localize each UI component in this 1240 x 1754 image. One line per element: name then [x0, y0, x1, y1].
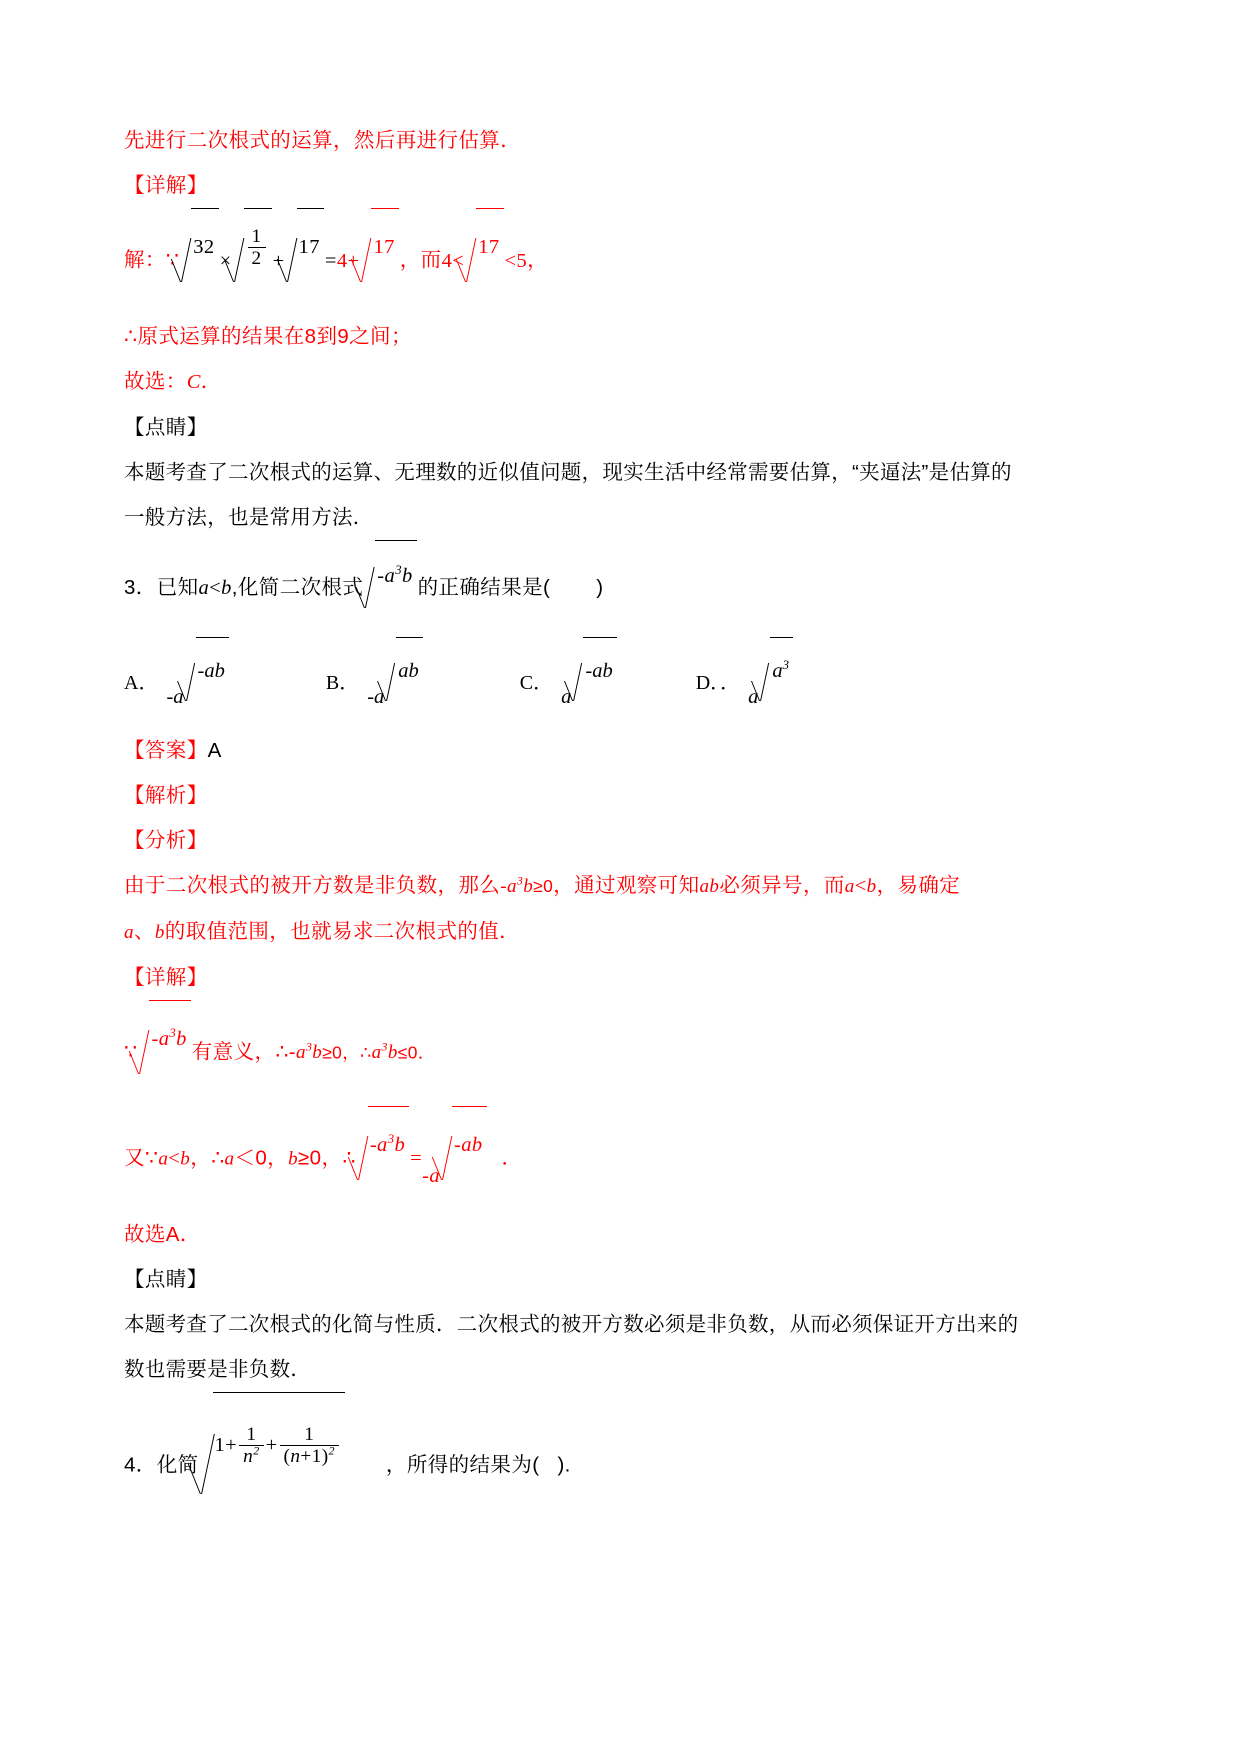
opt-c-radicand [583, 637, 616, 703]
q4-frac1-den [239, 1445, 263, 1468]
q3-detail-line1 [124, 1000, 1024, 1106]
question-3-options [124, 637, 1024, 728]
option-a-expr [166, 637, 229, 728]
analysis-tail-line: 先进行二次根式的运算，然后再进行估算． [124, 129, 522, 152]
q3-analysis-line2 [124, 909, 1024, 955]
sqrt32-radicand: 32 [191, 208, 218, 284]
q3-b-sym: b [401, 565, 413, 587]
q4-frac2-n: n [290, 1446, 301, 1468]
q3-analysis-1c: ，通过观察可知 [553, 874, 700, 897]
option-c[interactable] [520, 637, 618, 728]
q3-detail-expr-2 [372, 1042, 398, 1063]
option-d-expr [748, 637, 794, 728]
q4-number: 4．化简 [124, 1453, 199, 1477]
result-plus: + [347, 250, 360, 272]
opt-d-a: a [748, 686, 759, 708]
page-content [124, 118, 1024, 1540]
q3-an-neg: - [500, 876, 507, 897]
label-insight-q3: 【点睛】 [124, 1268, 208, 1291]
q4-frac1-n: n [243, 1446, 254, 1468]
solution-comma: ， [399, 248, 421, 272]
result-4: 4 [336, 250, 348, 272]
q4-plus-2: + [265, 1434, 278, 1456]
q3-var-b: b [221, 576, 232, 599]
solution-trailing-comma: ， [527, 248, 549, 272]
math-sqrt32 [179, 208, 219, 314]
q4-frac2-exp: 2 [328, 1443, 335, 1458]
q3-neg: - [377, 565, 385, 587]
sqrt17b-radicand: 17 [371, 208, 398, 284]
q3-radicand [375, 540, 416, 610]
q3d1y-a: a [371, 1042, 382, 1064]
option-c-label: C． [519, 671, 554, 694]
q4-frac2-one: 1 [311, 1446, 322, 1468]
q3-var-a: a [198, 576, 210, 599]
q3-analysis-1a: 由于二次根式的被开方数是非负数，那么 [124, 874, 501, 897]
label-insight-q2: 【点睛】 [124, 416, 208, 439]
solution-mid-text: 而 [420, 248, 442, 272]
opt-a-ab: ab [204, 660, 225, 682]
opt-a-neg: - [166, 686, 174, 708]
q4-frac1-exp: 2 [253, 1443, 260, 1458]
solution-formula-line [124, 208, 1024, 314]
opt-d-inner-a: a [772, 660, 783, 682]
insight-q2-line2: 一般方法，也是常用方法． [124, 506, 374, 529]
math-q4-radical [199, 1392, 346, 1540]
q3d2r-ab: ab [461, 1134, 483, 1156]
math-sqrt17-c [464, 208, 504, 314]
q3-stem-tail2: ) [596, 575, 604, 599]
q3-detail-1c: ≥0，∴ [322, 1042, 372, 1063]
q3-detail-2-b2: b [288, 1148, 299, 1170]
math-times: × [219, 250, 232, 272]
option-b-expr [367, 637, 424, 728]
q3-detail-2-a1: a [158, 1148, 169, 1170]
opt-d-exp3: 3 [782, 658, 790, 673]
math-q3-radical [363, 540, 417, 637]
lt-sign-2: < [504, 250, 517, 272]
q3d1-b: b [176, 1028, 187, 1050]
q3-detail-2-lt: < [168, 1147, 181, 1170]
label-parse-q3: 【解析】 [124, 784, 208, 807]
q4-radicand [213, 1392, 345, 1496]
conclusion-range-line: ∴原式运算的结果在8到9之间； [124, 325, 412, 348]
q3-analysis-ab: ab [699, 876, 720, 897]
q3-detail-2f: ． [501, 1146, 523, 1170]
q4-one: 1 [214, 1434, 226, 1456]
opt-b-neg: - [367, 686, 375, 708]
q3d2-exp: 3 [387, 1132, 395, 1147]
sqrt17a-radicand: 17 [297, 208, 324, 284]
q3-detail-1b: 有意义，∴- [191, 1040, 297, 1064]
q3d2r-inner-neg: - [453, 1134, 462, 1156]
option-b[interactable] [326, 637, 424, 728]
math-sqrt-half [232, 208, 273, 314]
q3-detail-1d: ≤0． [397, 1042, 436, 1063]
q3-detail-2d: ≥0，∴ [298, 1146, 356, 1170]
q3d1-exp: 3 [169, 1026, 177, 1041]
option-c-expr [561, 637, 618, 728]
choose-c-dot: ． [200, 370, 222, 393]
q3-detail-2-a2: a [224, 1148, 235, 1170]
q3-number: 3．已知 [124, 575, 199, 599]
q3-an-exp: 3 [516, 873, 524, 888]
q3-detail-2-b1: b [180, 1148, 191, 1170]
bound-upper-5: 5 [516, 250, 528, 272]
math-sqrt17-b [359, 208, 399, 314]
opt-a-inner-neg: - [197, 660, 205, 682]
half-numerator: 1 [251, 226, 262, 248]
q3-answer-label: 【答案】 [124, 739, 208, 762]
q3-detail-result [422, 1106, 487, 1212]
q3-detail-radical-1 [137, 1000, 191, 1106]
option-a[interactable] [124, 637, 230, 728]
option-d[interactable] [696, 637, 794, 728]
q3-an-b: b [523, 876, 534, 897]
sqrt17c-radicand: 17 [476, 208, 503, 284]
q3-detail-2e: = [410, 1147, 423, 1170]
question-4-stem [124, 1392, 1024, 1540]
q3-insight-line1: 本题考查了二次根式的化简与性质．二次根式的被开方数必须是非负数，从而必须保证开方出来的 [124, 1313, 1019, 1336]
opt-c-a: a [561, 686, 572, 708]
q4-paren-open: ( [283, 1446, 291, 1468]
q3-detail-line2 [124, 1106, 1024, 1212]
opt-b-a: a [374, 686, 385, 708]
bound-lower-4: 4 [441, 250, 453, 272]
choose-c-prefix: 故选： [124, 370, 187, 393]
q3d1-neg: - [151, 1028, 159, 1050]
q4-paren-close: ) [321, 1446, 329, 1468]
q3d2r-a: a [429, 1165, 440, 1187]
opt-c-ab: ab [592, 660, 613, 682]
q3d2-b: b [394, 1134, 406, 1156]
q3-detail-1a: ∵ [124, 1040, 138, 1064]
q3-analysis-2a: a [124, 922, 134, 943]
q3d1y-b: b [387, 1042, 398, 1064]
q3-analysis-sep: 、 [133, 920, 155, 943]
option-d-label: D．． [695, 671, 741, 694]
q3d1y-exp: 3 [381, 1040, 388, 1055]
q3-stem-mid: ,化简二次根式 [231, 575, 364, 599]
q3-detail-2b: ，∴ [190, 1146, 225, 1170]
q4-tail2: ). [557, 1453, 571, 1477]
q3d1x-b: b [312, 1042, 323, 1064]
q3-detail-radical-2 [356, 1106, 410, 1212]
q3-analysis-expr-1 [500, 873, 534, 897]
q3-choose-line: 故选A． [124, 1223, 201, 1246]
option-b-label: B． [325, 671, 360, 694]
q3-an-a: a [506, 876, 517, 897]
label-detail-q3: 【详解】 [124, 966, 208, 989]
insight-q2-line1: 本题考查了二次根式的运算、无理数的近似值问题，现实生活中经常需要估算，“夹逼法”是估算的 [124, 461, 1012, 484]
math-equals: = [324, 250, 337, 272]
q3d2r-neg: - [422, 1165, 430, 1187]
q4-frac-1 [239, 1424, 263, 1468]
q4-frac2-den [280, 1445, 339, 1468]
label-detail-q2: 【详解】 [124, 174, 208, 197]
q3-detail-radicand-2 [368, 1106, 409, 1182]
q3-analysis-b2: b [866, 876, 877, 897]
question-3-stem [124, 540, 1024, 637]
q3d2-neg: - [369, 1134, 378, 1156]
math-sqrt17-a [285, 208, 325, 314]
q3d1x-a: a [296, 1042, 306, 1064]
q3-a-sym: a [384, 565, 396, 587]
q4-frac1-num: 1 [246, 1424, 257, 1446]
q3-exp3: 3 [395, 563, 402, 578]
q3-stem-tail: 的正确结果是( [417, 575, 551, 599]
label-analysis-q3: 【分析】 [124, 829, 208, 852]
q3-detail-radicand-1 [149, 1000, 190, 1076]
q3-analysis-a2: a [844, 876, 855, 897]
choose-c-line [124, 359, 1024, 405]
opt-c-inner-neg: - [585, 660, 593, 682]
q3-analysis-1e: 必须异号，而 [719, 874, 845, 897]
q4-tail: ，所得的结果为( [385, 1453, 540, 1477]
q3-insight-line2: 数也需要是非负数． [124, 1358, 312, 1381]
q3-lt: < [209, 576, 222, 599]
choose-c-value: C [186, 371, 201, 393]
q3-analysis-line1 [124, 863, 1024, 909]
q4-frac2-plus: + [300, 1446, 312, 1468]
opt-a-a: a [173, 686, 184, 708]
q3-answer-line [124, 728, 1024, 773]
q3-detail-2a: 又∵ [124, 1146, 159, 1170]
q3d1-a: a [158, 1028, 170, 1050]
q3-analysis-2b: b [154, 922, 165, 943]
q4-frac2-num: 1 [304, 1424, 315, 1446]
solution-prefix: 解：∵ [124, 248, 180, 272]
q3-detail-2c: ＜0， [234, 1146, 289, 1170]
q3-analysis-1f: ，易确定 [876, 874, 961, 897]
half-denominator: 2 [248, 247, 266, 270]
option-a-label: A． [124, 671, 159, 694]
q3-analysis-2c: 的取值范围，也就易求二次根式的值． [164, 920, 521, 943]
lt-sign-1: < [452, 250, 465, 272]
q4-frac-2 [280, 1424, 339, 1468]
q3-answer-value: A [207, 739, 222, 762]
q4-plus-1: + [225, 1434, 238, 1456]
q3-detail-expr-1 [296, 1042, 322, 1063]
q3d1x-exp: 3 [305, 1040, 313, 1055]
q3-analysis-1b: ≥0 [533, 876, 554, 896]
opt-b-radicand: ab [396, 637, 423, 703]
math-plus: + [272, 250, 285, 272]
q3-analysis-lt: < [854, 875, 867, 897]
q3d2-a: a [377, 1134, 388, 1156]
